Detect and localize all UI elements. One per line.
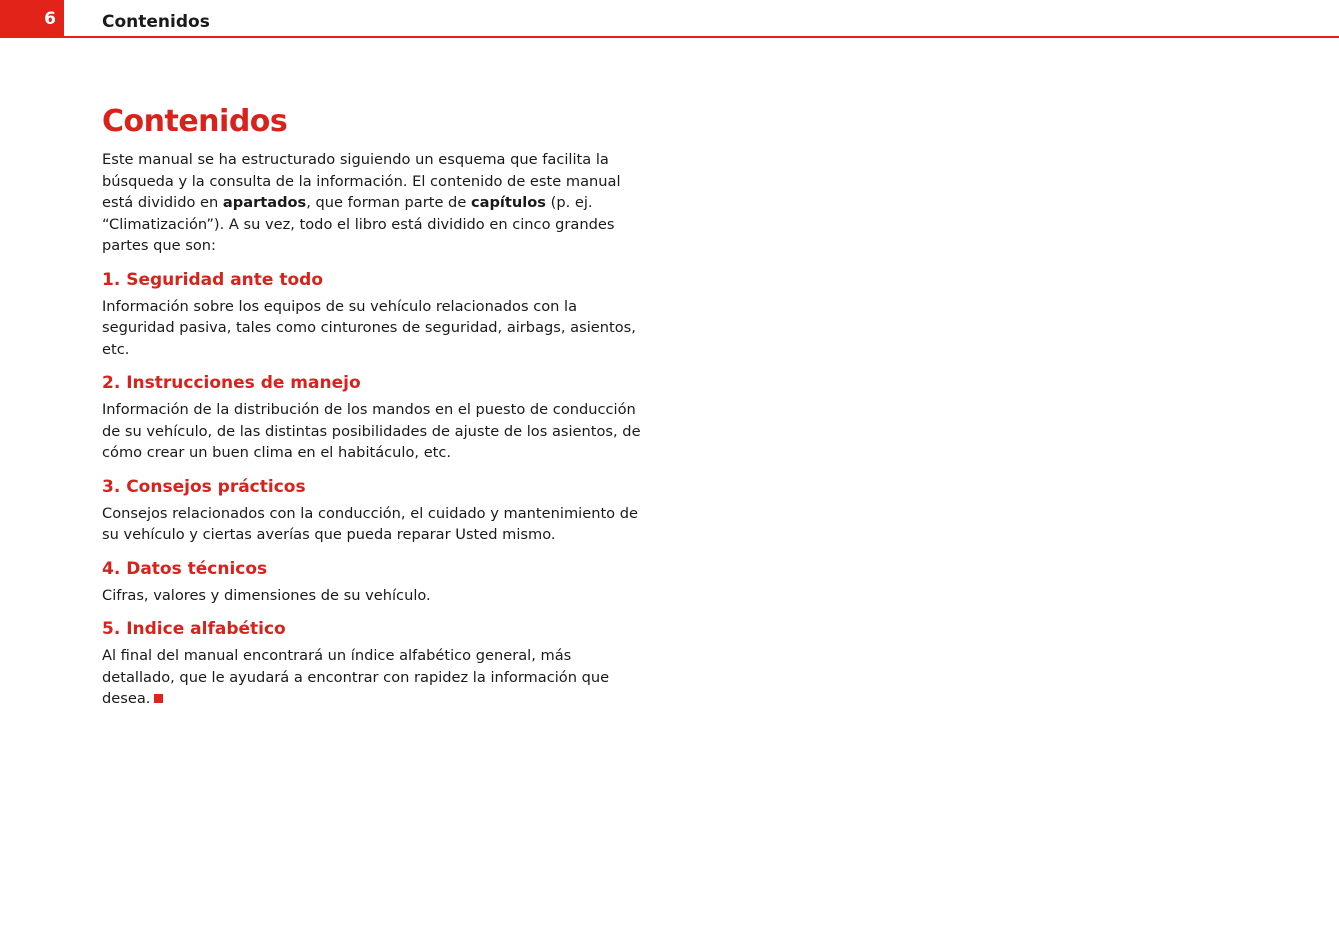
section-datos-tecnicos: [102, 559, 647, 607]
page-title: Contenidos: [102, 104, 288, 139]
intro-text-1: Este manual se ha estructurado siguiendo un esquema que facilita la búsqueda y la consulta de la información. El contenido de este manual está dividido en: [102, 151, 621, 211]
section-heading: 5. Indice alfabético: [102, 619, 286, 639]
intro-bold-apartados: apartados: [222, 194, 307, 211]
running-header-title: Contenidos: [102, 12, 210, 32]
section-text: Al final del manual encontrará un índice alfabético general, más detallado, que le ayudará a encontrar con rapidez la información que desea.: [102, 647, 610, 707]
section-heading: 3. Consejos prácticos: [102, 476, 306, 497]
main-content: [102, 104, 647, 710]
header-rule: [64, 36, 1339, 38]
section-text-wrapper: [102, 645, 647, 710]
intro-paragraph: [102, 149, 647, 257]
section-seguridad: [102, 270, 647, 361]
section-instrucciones: [102, 373, 647, 464]
intro-text-3: (p. ej. “Climatización”). A su vez, todo el libro está dividido en cinco grandes partes que son:: [102, 194, 615, 254]
section-text: Información de la distribución de los mandos en el puesto de conducción de su vehículo, de las distintas posibilidades de ajuste de los asientos, de cómo crear un buen clima en el habitáculo, etc.: [102, 401, 641, 461]
section-heading: 2. Instrucciones de manejo: [102, 373, 361, 393]
section-text: Cifras, valores y dimensiones de su vehículo.: [102, 586, 431, 604]
section-text: Información sobre los equipos de su vehículo relacionados con la seguridad pasiva, tales como cinturones de seguridad, airbags, asientos, etc.: [102, 297, 636, 358]
section-text: Consejos relacionados con la conducción, el cuidado y mantenimiento de su vehículo y ciertas averías que pueda reparar Usted mismo.: [102, 504, 638, 543]
section-indice: [102, 619, 647, 710]
end-marker-icon: [154, 694, 163, 703]
section-heading: 1. Seguridad ante todo: [102, 269, 323, 290]
page-header: [0, 0, 1339, 40]
intro-text-2: , que forman parte de: [306, 194, 471, 211]
intro-bold-capitulos: capítulos: [470, 194, 546, 211]
section-heading: 4. Datos técnicos: [102, 558, 268, 579]
section-consejos: [102, 477, 647, 546]
page-number: 6: [0, 0, 64, 38]
